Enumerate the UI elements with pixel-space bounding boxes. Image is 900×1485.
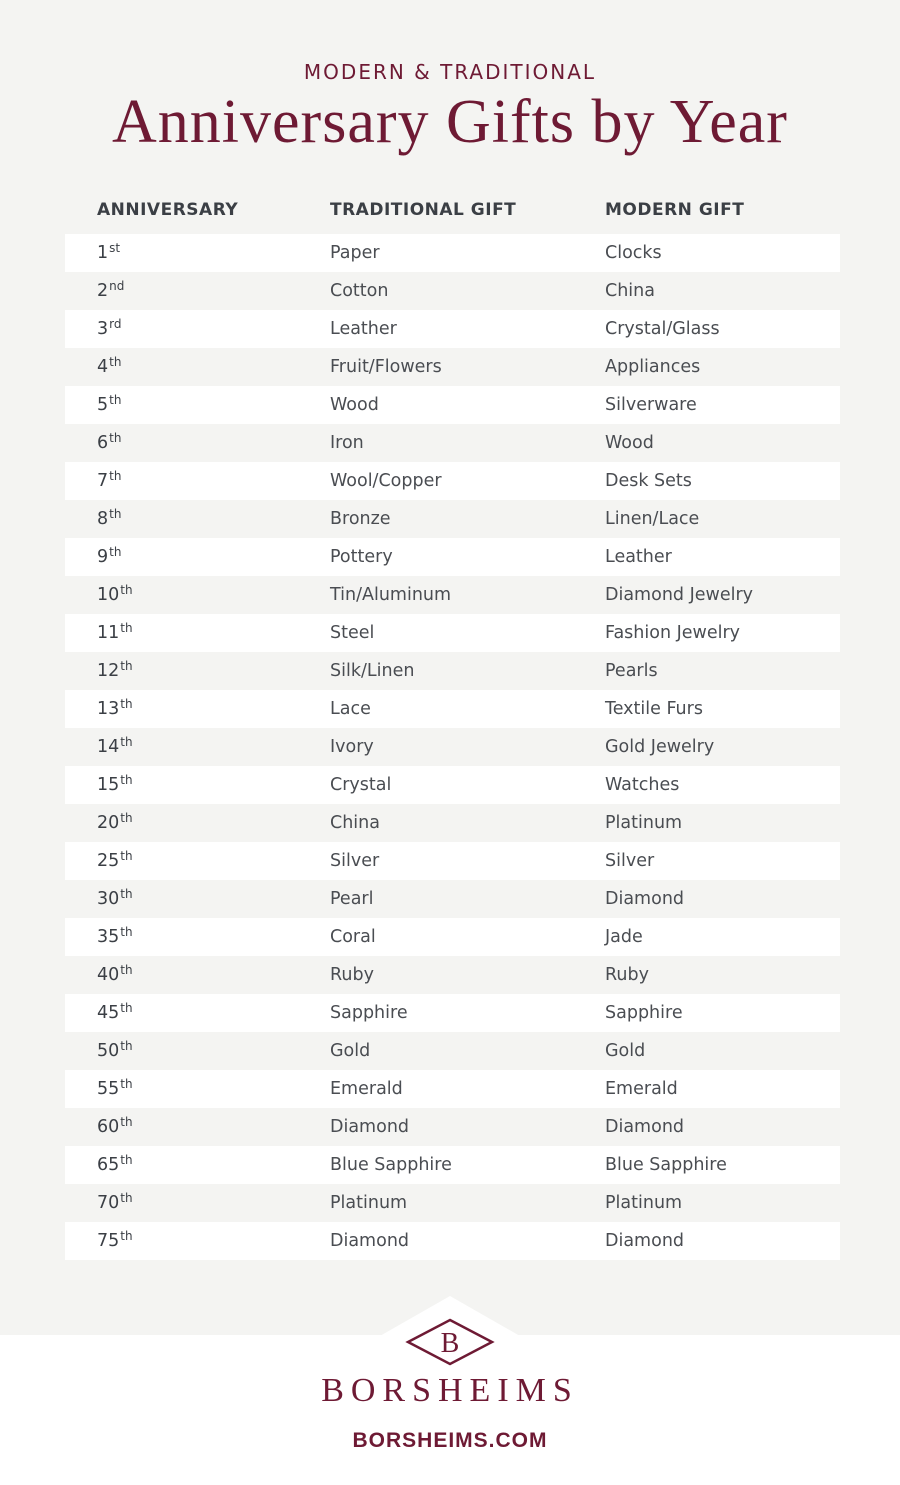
anniversary-cell bbox=[97, 576, 133, 614]
anniversary-cell bbox=[97, 310, 121, 348]
anniversary-number: 13 bbox=[97, 699, 120, 719]
modern-gift-cell: Diamond Jewelry bbox=[605, 585, 753, 605]
anniversary-cell bbox=[97, 690, 133, 728]
anniversary-cell bbox=[97, 956, 133, 994]
anniversary-cell bbox=[97, 500, 121, 538]
modern-gift-cell: Clocks bbox=[605, 243, 662, 263]
anniversary-number: 9 bbox=[97, 547, 109, 567]
table-row bbox=[65, 538, 840, 576]
anniversary-cell bbox=[97, 538, 121, 576]
traditional-gift-cell: Wood bbox=[330, 395, 379, 415]
table-row bbox=[65, 956, 840, 994]
table-row bbox=[65, 272, 840, 310]
table-row bbox=[65, 424, 840, 462]
anniversary-cell bbox=[97, 728, 133, 766]
traditional-gift-cell: Gold bbox=[330, 1041, 371, 1061]
table-row bbox=[65, 804, 840, 842]
traditional-gift-cell: Tin/Aluminum bbox=[330, 585, 452, 605]
traditional-gift-cell: Emerald bbox=[330, 1079, 403, 1099]
anniversary-number: 25 bbox=[97, 851, 120, 871]
modern-gift-cell: Jade bbox=[605, 927, 643, 947]
anniversary-suffix: th bbox=[120, 697, 133, 711]
anniversary-number: 10 bbox=[97, 585, 120, 605]
anniversary-cell bbox=[97, 462, 121, 500]
modern-gift-cell: Platinum bbox=[605, 1193, 683, 1213]
table-row bbox=[65, 386, 840, 424]
traditional-gift-cell: Crystal bbox=[330, 775, 392, 795]
anniversary-suffix: th bbox=[109, 431, 122, 445]
table-row bbox=[65, 348, 840, 386]
traditional-gift-cell: Coral bbox=[330, 927, 376, 947]
modern-gift-cell: Leather bbox=[605, 547, 672, 567]
table-row bbox=[65, 576, 840, 614]
modern-gift-cell: Desk Sets bbox=[605, 471, 692, 491]
traditional-gift-cell: Leather bbox=[330, 319, 397, 339]
anniversary-number: 65 bbox=[97, 1155, 120, 1175]
anniversary-cell bbox=[97, 1070, 133, 1108]
modern-gift-cell: Appliances bbox=[605, 357, 701, 377]
modern-gift-cell: Diamond bbox=[605, 1231, 685, 1251]
anniversary-suffix: th bbox=[120, 1153, 133, 1167]
anniversary-cell bbox=[97, 1108, 133, 1146]
modern-gift-cell: Pearls bbox=[605, 661, 658, 681]
website-link[interactable]: BORSHEIMS.COM bbox=[352, 1429, 548, 1452]
anniversary-cell bbox=[97, 918, 133, 956]
table-row bbox=[65, 1032, 840, 1070]
logo-letter: B bbox=[440, 1328, 460, 1359]
anniversary-cell bbox=[97, 842, 133, 880]
anniversary-number: 20 bbox=[97, 813, 120, 833]
modern-gift-cell: Sapphire bbox=[605, 1003, 683, 1023]
modern-gift-cell: Watches bbox=[605, 775, 680, 795]
anniversary-number: 3 bbox=[97, 319, 109, 339]
gift-table bbox=[65, 234, 840, 1260]
traditional-gift-cell: Cotton bbox=[330, 281, 389, 301]
traditional-gift-cell: Steel bbox=[330, 623, 375, 643]
traditional-gift-cell: Lace bbox=[330, 699, 371, 719]
table-row bbox=[65, 918, 840, 956]
anniversary-cell bbox=[97, 1032, 133, 1070]
modern-gift-cell: Diamond bbox=[605, 1117, 685, 1137]
anniversary-cell bbox=[97, 652, 133, 690]
traditional-gift-cell: Wool/Copper bbox=[330, 471, 442, 491]
anniversary-suffix: th bbox=[120, 849, 133, 863]
table-row bbox=[65, 652, 840, 690]
diamond-logo-icon[interactable] bbox=[380, 1296, 520, 1376]
anniversary-suffix: th bbox=[120, 1077, 133, 1091]
table-row bbox=[65, 690, 840, 728]
anniversary-suffix: th bbox=[120, 1115, 133, 1129]
modern-gift-cell: Silverware bbox=[605, 395, 697, 415]
anniversary-number: 60 bbox=[97, 1117, 120, 1137]
anniversary-suffix: th bbox=[120, 1229, 133, 1243]
anniversary-cell bbox=[97, 234, 120, 272]
modern-gift-cell: Fashion Jewelry bbox=[605, 623, 741, 643]
anniversary-cell bbox=[97, 1222, 133, 1260]
page-title: Anniversary Gifts by Year bbox=[112, 88, 788, 156]
table-row bbox=[65, 1222, 840, 1260]
table-row bbox=[65, 766, 840, 804]
table-row bbox=[65, 880, 840, 918]
traditional-gift-cell: Diamond bbox=[330, 1117, 410, 1137]
anniversary-suffix: nd bbox=[109, 279, 125, 293]
anniversary-cell bbox=[97, 766, 133, 804]
anniversary-cell bbox=[97, 272, 124, 310]
anniversary-suffix: th bbox=[109, 507, 122, 521]
anniversary-suffix: th bbox=[120, 963, 133, 977]
modern-gift-cell: Silver bbox=[605, 851, 655, 871]
anniversary-number: 30 bbox=[97, 889, 120, 909]
traditional-gift-cell: Silver bbox=[330, 851, 380, 871]
table-row bbox=[65, 1146, 840, 1184]
anniversary-number: 2 bbox=[97, 281, 109, 301]
modern-gift-cell: Gold Jewelry bbox=[605, 737, 715, 757]
anniversary-number: 7 bbox=[97, 471, 109, 491]
anniversary-number: 55 bbox=[97, 1079, 120, 1099]
modern-gift-cell: Wood bbox=[605, 433, 654, 453]
traditional-gift-cell: Platinum bbox=[330, 1193, 408, 1213]
anniversary-number: 14 bbox=[97, 737, 120, 757]
anniversary-number: 6 bbox=[97, 433, 109, 453]
traditional-gift-cell: Sapphire bbox=[330, 1003, 408, 1023]
modern-gift-cell: Linen/Lace bbox=[605, 509, 700, 529]
modern-gift-cell: Emerald bbox=[605, 1079, 678, 1099]
anniversary-suffix: rd bbox=[109, 317, 122, 331]
modern-gift-cell: China bbox=[605, 281, 655, 301]
anniversary-suffix: th bbox=[120, 1191, 133, 1205]
table-row bbox=[65, 500, 840, 538]
traditional-gift-cell: Bronze bbox=[330, 509, 391, 529]
anniversary-number: 40 bbox=[97, 965, 120, 985]
table-row bbox=[65, 994, 840, 1032]
column-header-modern-gift: MODERN GIFT bbox=[605, 200, 745, 220]
anniversary-suffix: th bbox=[120, 1039, 133, 1053]
traditional-gift-cell: Ruby bbox=[330, 965, 374, 985]
table-row bbox=[65, 310, 840, 348]
table-row bbox=[65, 728, 840, 766]
traditional-gift-cell: Pearl bbox=[330, 889, 374, 909]
modern-gift-cell: Gold bbox=[605, 1041, 646, 1061]
table-row bbox=[65, 1070, 840, 1108]
anniversary-number: 1 bbox=[97, 243, 109, 263]
table-row bbox=[65, 614, 840, 652]
anniversary-cell bbox=[97, 614, 133, 652]
table-row bbox=[65, 1108, 840, 1146]
anniversary-number: 12 bbox=[97, 661, 120, 681]
anniversary-suffix: th bbox=[120, 773, 133, 787]
anniversary-suffix: th bbox=[120, 621, 133, 635]
anniversary-suffix: th bbox=[120, 735, 133, 749]
traditional-gift-cell: Pottery bbox=[330, 547, 393, 567]
anniversary-suffix: th bbox=[109, 545, 122, 559]
anniversary-suffix: th bbox=[120, 887, 133, 901]
anniversary-suffix: th bbox=[109, 393, 122, 407]
page-header bbox=[0, 0, 900, 180]
traditional-gift-cell: Iron bbox=[330, 433, 364, 453]
anniversary-number: 75 bbox=[97, 1231, 120, 1251]
modern-gift-cell: Ruby bbox=[605, 965, 649, 985]
anniversary-number: 11 bbox=[97, 623, 120, 643]
traditional-gift-cell: Ivory bbox=[330, 737, 374, 757]
anniversary-cell bbox=[97, 1146, 133, 1184]
anniversary-number: 5 bbox=[97, 395, 109, 415]
modern-gift-cell: Textile Furs bbox=[605, 699, 703, 719]
anniversary-suffix: th bbox=[109, 355, 122, 369]
traditional-gift-cell: Blue Sapphire bbox=[330, 1155, 452, 1175]
anniversary-cell bbox=[97, 880, 133, 918]
anniversary-number: 50 bbox=[97, 1041, 120, 1061]
modern-gift-cell: Blue Sapphire bbox=[605, 1155, 727, 1175]
modern-gift-cell: Crystal/Glass bbox=[605, 319, 720, 339]
traditional-gift-cell: Silk/Linen bbox=[330, 661, 415, 681]
anniversary-cell bbox=[97, 994, 133, 1032]
anniversary-cell bbox=[97, 424, 121, 462]
anniversary-number: 45 bbox=[97, 1003, 120, 1023]
table-row bbox=[65, 1184, 840, 1222]
anniversary-number: 15 bbox=[97, 775, 120, 795]
table-row bbox=[65, 842, 840, 880]
anniversary-suffix: th bbox=[120, 811, 133, 825]
anniversary-number: 35 bbox=[97, 927, 120, 947]
table-row bbox=[65, 462, 840, 500]
table-row bbox=[65, 234, 840, 272]
anniversary-cell bbox=[97, 386, 121, 424]
traditional-gift-cell: Paper bbox=[330, 243, 380, 263]
anniversary-suffix: th bbox=[120, 1001, 133, 1015]
anniversary-number: 4 bbox=[97, 357, 109, 377]
traditional-gift-cell: Fruit/Flowers bbox=[330, 357, 442, 377]
column-header-anniversary: ANNIVERSARY bbox=[97, 200, 239, 220]
page-eyebrow: MODERN & TRADITIONAL bbox=[303, 60, 597, 84]
anniversary-cell bbox=[97, 348, 121, 386]
anniversary-suffix: th bbox=[120, 925, 133, 939]
modern-gift-cell: Platinum bbox=[605, 813, 683, 833]
anniversary-number: 8 bbox=[97, 509, 109, 529]
anniversary-suffix: st bbox=[109, 241, 121, 255]
brand-name: BORSHEIMS bbox=[321, 1372, 579, 1409]
anniversary-cell bbox=[97, 1184, 133, 1222]
anniversary-suffix: th bbox=[120, 583, 133, 597]
anniversary-number: 70 bbox=[97, 1193, 120, 1213]
traditional-gift-cell: Diamond bbox=[330, 1231, 410, 1251]
traditional-gift-cell: China bbox=[330, 813, 380, 833]
column-header-traditional-gift: TRADITIONAL GIFT bbox=[330, 200, 517, 220]
anniversary-suffix: th bbox=[109, 469, 122, 483]
anniversary-cell bbox=[97, 804, 133, 842]
modern-gift-cell: Diamond bbox=[605, 889, 685, 909]
anniversary-suffix: th bbox=[120, 659, 133, 673]
